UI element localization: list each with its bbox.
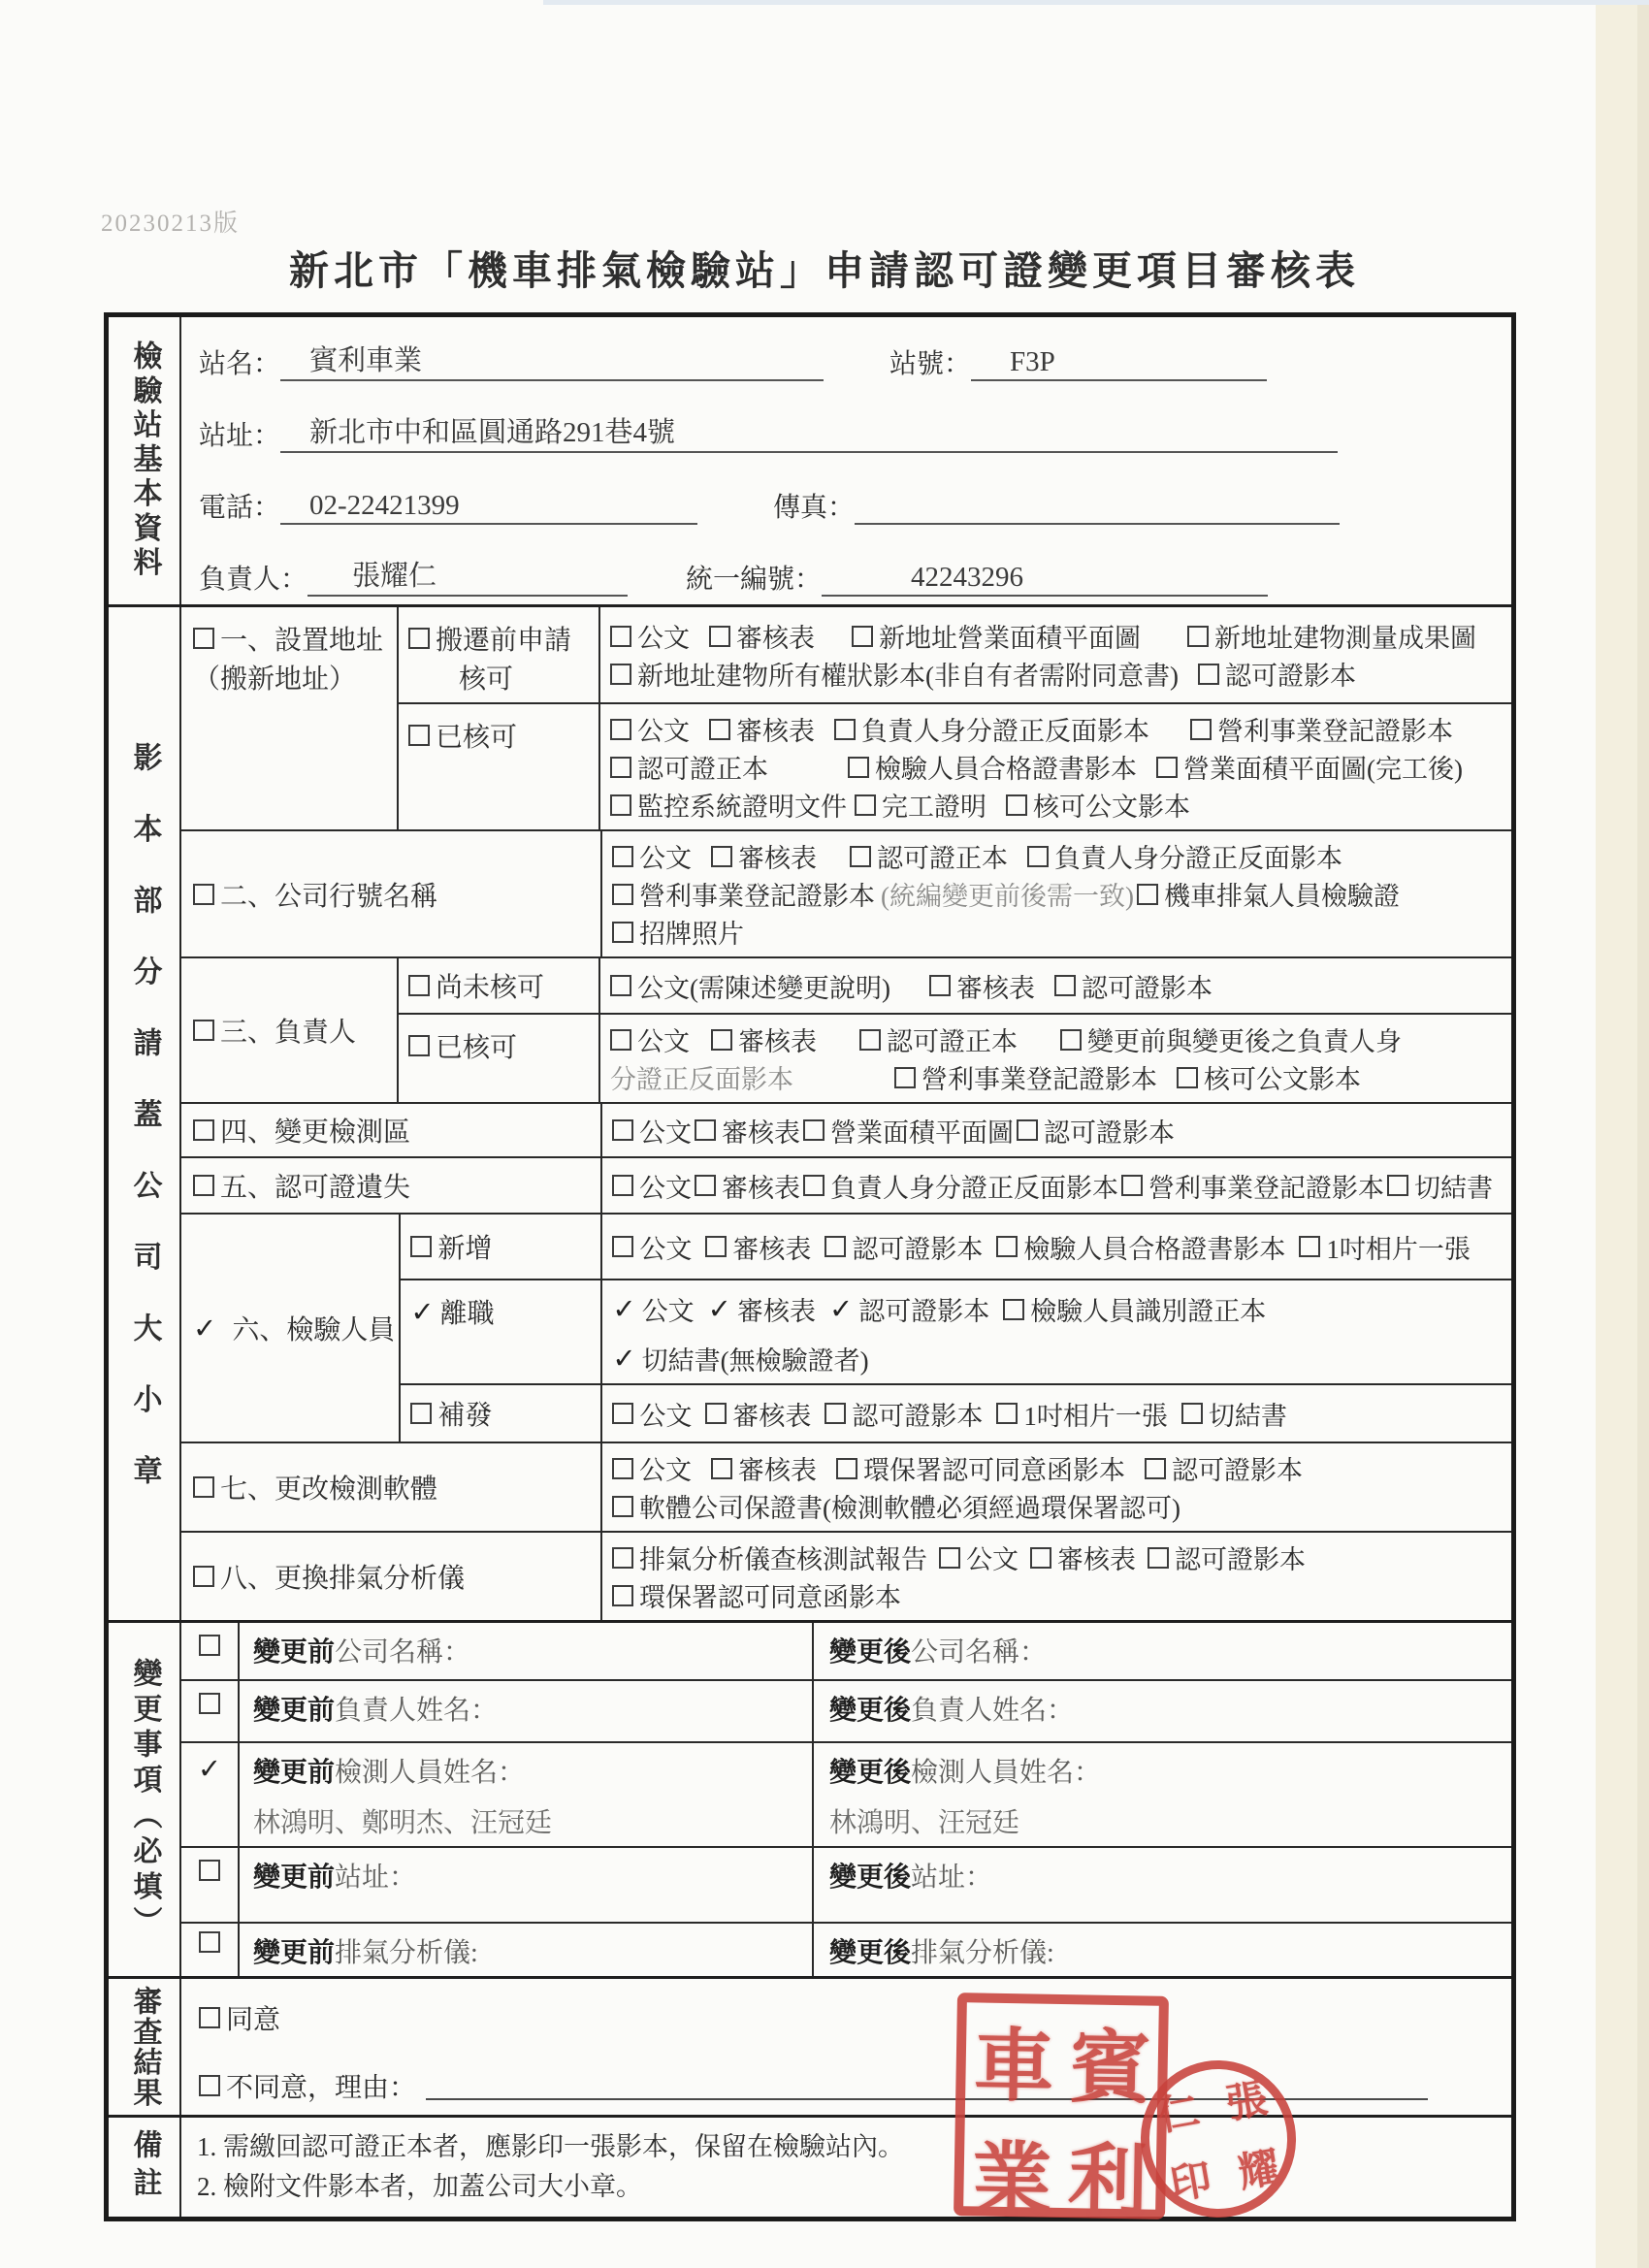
doc-checkbox[interactable]: 認可證影本	[1054, 967, 1212, 1005]
checkbox-icon	[711, 846, 732, 867]
checkbox-icon	[612, 1458, 633, 1479]
checkbox-icon	[199, 2007, 220, 2028]
doc-checkbox[interactable]: 軟體公司保證書(檢測軟體必須經過環保署認可)	[612, 1487, 1180, 1525]
doc-checkbox[interactable]: 新地址建物所有權狀影本(非自有者需附同意書)	[610, 655, 1179, 693]
section-basic-info	[109, 317, 1511, 604]
checkbox-icon	[695, 1175, 716, 1196]
checkbox-icon	[610, 664, 631, 685]
checkbox-icon	[1145, 1458, 1166, 1479]
section-review-result	[109, 1976, 1511, 2115]
checkbox-icon	[612, 1119, 633, 1141]
doc-checkbox[interactable]: 審核表	[705, 1228, 811, 1266]
item-row-4-test-area	[181, 1102, 1511, 1156]
checkbox-icon	[1027, 846, 1049, 867]
doc-checkbox[interactable]: 認可證正本	[850, 837, 1008, 875]
change-row-analyzer: 變更前排氣分析儀: 變更後排氣分析儀:	[181, 1922, 1511, 1976]
fax-label: 傳真：	[773, 493, 856, 523]
checkbox-icon	[1137, 884, 1158, 905]
item-1-checkbox[interactable]	[193, 619, 383, 658]
personal-seal-stamp: 仁 印 張 耀	[1128, 2048, 1309, 2229]
checkbox-icon	[193, 1566, 214, 1587]
checkbox-icon	[408, 628, 430, 649]
form-title: 新北市「機車排氣檢驗站」申請認可證變更項目審核表	[289, 248, 1360, 293]
doc-checkbox[interactable]: 1吋相片一張	[996, 1395, 1168, 1433]
subrow-not-yet-approved	[399, 958, 1511, 1013]
doc-checkbox[interactable]: 切結書	[1387, 1167, 1493, 1205]
checkbox-icon	[1177, 1067, 1198, 1088]
section-required-copies-label: 影本部分請蓋公司大小章	[109, 607, 181, 1620]
row-owner-taxid	[181, 533, 1511, 604]
doc-checkbox[interactable]: 公文	[939, 1539, 1018, 1576]
doc-checkbox[interactable]: 負責人身分證正反面影本	[803, 1167, 1118, 1205]
doc-checkbox[interactable]: 切結書	[1181, 1395, 1287, 1433]
item-4-title: 四、變更檢測區	[220, 1118, 411, 1148]
checkbox-icon	[848, 757, 869, 778]
checkbox-icon	[410, 1236, 432, 1257]
change-inspector-checkbox-checked[interactable]	[197, 1752, 222, 1785]
checkbox-icon	[612, 1585, 633, 1606]
approved-checkbox[interactable]: 已核可	[408, 716, 517, 755]
item-2-title: 二、公司行號名稱	[220, 881, 438, 912]
change-address-checkbox[interactable]	[199, 1860, 220, 1881]
doc-checkbox[interactable]: 新地址營業面積平面圖	[852, 617, 1141, 655]
item-7-checkbox[interactable]	[193, 1468, 437, 1507]
doc-checkbox[interactable]: 審核表	[711, 1021, 817, 1058]
doc-checkbox[interactable]: 公文	[612, 1112, 692, 1150]
item-5-title: 五、認可證遺失	[220, 1173, 411, 1203]
checkbox-icon	[1181, 1403, 1203, 1424]
section-change-items	[109, 1620, 1511, 1976]
checkbox-icon	[193, 884, 214, 905]
checkbox-icon	[1060, 1029, 1082, 1051]
tax-id-field[interactable]: 42243296	[822, 562, 1268, 597]
checkbox-icon	[610, 626, 631, 647]
check-mark-icon: ✓	[197, 1752, 222, 1785]
doc-checkbox[interactable]: 公文	[612, 1167, 692, 1205]
subrow-inspector-reissue	[401, 1383, 1511, 1442]
station-address-label: 站址：	[199, 421, 281, 451]
subrow-inspector-add	[401, 1215, 1511, 1279]
doc-checkbox[interactable]: 審核表	[711, 837, 817, 875]
doc-checkbox[interactable]: 完工證明	[855, 786, 986, 824]
change-row-station-address: 變更前站址： 變更後站址：	[181, 1846, 1511, 1922]
item-row-2-company-name	[181, 829, 1511, 956]
item-8-title: 八、更換排氣分析儀	[220, 1564, 466, 1594]
doc-checkbox[interactable]: 排氣分析儀查核測試報告	[612, 1539, 927, 1576]
checkbox-icon	[855, 794, 876, 816]
application-form-table	[104, 312, 1516, 2221]
doc-checkbox[interactable]: 負責人身分證正反面影本	[834, 710, 1149, 748]
doc-checkbox[interactable]: 審核表	[709, 710, 815, 748]
checkbox-icon	[824, 1236, 846, 1257]
item-row-1-setup-address	[181, 607, 1511, 829]
checkbox-icon	[199, 2075, 220, 2096]
doc-checkbox[interactable]: 審核表	[705, 1395, 811, 1433]
doc-checkbox[interactable]: 審核表	[929, 967, 1035, 1005]
item-row-8-analyzer	[181, 1531, 1511, 1620]
change-row-company-name: 變更前公司名稱： 變更後公司名稱：	[181, 1623, 1511, 1679]
checkbox-icon	[996, 1403, 1018, 1424]
doc-checkbox[interactable]: 認可證影本	[1198, 655, 1356, 693]
checkbox-icon	[612, 1236, 633, 1257]
checkbox-icon	[709, 719, 730, 740]
checkbox-icon	[612, 1547, 633, 1569]
doc-checkbox[interactable]: 營利事業登記證影本	[894, 1058, 1157, 1096]
checkbox-icon	[199, 1635, 220, 1656]
doc-checkbox[interactable]: 環保署認可同意函影本	[836, 1449, 1125, 1487]
doc-checkbox[interactable]: 審核表	[1030, 1539, 1136, 1576]
checkbox-icon	[709, 626, 730, 647]
company-seal-stamp: 車 業 賓 利	[954, 1993, 1169, 2219]
doc-label-note: (統編變更前後需一致)	[881, 882, 1134, 911]
section-required-copies	[109, 604, 1511, 1620]
checkbox-icon	[1006, 794, 1027, 816]
row-phone-fax	[181, 461, 1511, 533]
item-8-checkbox[interactable]	[193, 1557, 465, 1596]
checkbox-icon	[199, 1693, 220, 1714]
check-mark-icon: ✓	[612, 1292, 636, 1325]
doc-checkbox[interactable]: 營業面積平面圖(完工後)	[1156, 748, 1463, 786]
doc-checkbox[interactable]: 審核表	[695, 1167, 800, 1205]
doc-checkbox[interactable]: 公文	[612, 837, 692, 875]
review-disagree-row	[199, 2066, 1511, 2105]
scan-edge-artifact	[1637, 0, 1649, 2268]
doc-checkbox[interactable]: 認可證影本	[824, 1395, 983, 1433]
checkbox-icon	[859, 1029, 881, 1051]
doc-checkbox[interactable]: 認可證正本	[859, 1021, 1018, 1058]
change-row-owner-name: 變更前負責人姓名： 變更後負責人姓名：	[181, 1679, 1511, 1741]
subrow-owner-approved	[399, 1013, 1511, 1102]
checkbox-icon	[824, 1403, 846, 1424]
doc-checkbox[interactable]: 營業面積平面圖	[803, 1112, 1014, 1150]
checkbox-icon	[199, 1931, 220, 1953]
checkbox-icon	[1121, 1175, 1143, 1196]
checkbox-icon	[705, 1236, 727, 1257]
scan-edge-artifact	[543, 0, 1649, 5]
section-change-items-label: 變更事項（必填）	[109, 1623, 181, 1976]
checkbox-icon	[939, 1547, 960, 1569]
check-mark-icon: ✓	[410, 1294, 435, 1328]
item-2-checkbox[interactable]	[193, 875, 437, 914]
section-notes-label: 備註	[109, 2118, 181, 2217]
subrow-inspector-resign	[401, 1279, 1511, 1383]
doc-checkbox[interactable]: 營利事業登記證影本	[1190, 710, 1453, 748]
checkbox-icon	[1030, 1547, 1051, 1569]
station-name-field[interactable]: 賓利車業	[280, 339, 824, 381]
section-notes	[109, 2115, 1511, 2217]
inspector-resign-checkbox-checked[interactable]: ✓ 離職	[410, 1294, 495, 1329]
checkbox-icon	[1387, 1175, 1408, 1196]
checkbox-icon	[1017, 1119, 1038, 1141]
item-row-6-inspectors	[181, 1213, 1511, 1442]
checkbox-icon	[1187, 626, 1209, 647]
doc-checkbox[interactable]: 機車排氣人員檢驗證	[1137, 875, 1400, 913]
checkbox-icon	[1198, 664, 1219, 685]
tax-id-label: 統一編號：	[686, 565, 823, 595]
checkbox-icon	[1054, 975, 1076, 996]
doc-checkbox[interactable]: 認可證正本	[610, 748, 768, 786]
doc-checkbox[interactable]: 檢驗人員合格證書影本	[996, 1228, 1285, 1266]
checkbox-icon	[1156, 757, 1178, 778]
review-agree-row	[199, 1998, 1511, 2037]
item-row-5-lost-certificate	[181, 1156, 1511, 1213]
doc-checkbox[interactable]: 營利事業登記證影本 (統編變更前後需一致)	[612, 875, 1134, 913]
checkbox-icon	[711, 1458, 732, 1479]
checkbox-icon	[996, 1236, 1018, 1257]
checkbox-icon	[610, 1029, 631, 1051]
doc-checkbox[interactable]: 負責人身分證正反面影本	[1027, 837, 1342, 875]
checkbox-icon	[803, 1175, 824, 1196]
doc-checkbox[interactable]: 公文	[610, 710, 690, 748]
doc-checkbox-checked[interactable]: ✓ 公文	[612, 1292, 695, 1326]
checkbox-icon	[612, 1403, 633, 1424]
doc-checkbox[interactable]: 1吋相片一張	[1299, 1228, 1471, 1266]
doc-checkbox[interactable]: 認可證影本	[1017, 1112, 1175, 1150]
item-1-subtitle: （搬新地址）	[193, 664, 357, 695]
item-1-title: 一、設置地址	[220, 626, 384, 656]
row-station-name	[181, 317, 1511, 389]
item-4-checkbox[interactable]	[193, 1111, 410, 1150]
doc-checkbox[interactable]: 檢驗人員合格證書影本	[848, 748, 1137, 786]
doc-checkbox[interactable]: 招牌照片	[612, 913, 744, 951]
checkbox-icon	[193, 1476, 214, 1498]
doc-checkbox[interactable]: 環保署認可同意函影本	[612, 1576, 901, 1614]
doc-checkbox[interactable]: 營利事業登記證影本	[1121, 1167, 1384, 1205]
phone-label: 電話：	[199, 493, 281, 523]
checkbox-icon	[612, 846, 633, 867]
doc-checkbox[interactable]: 核可公文影本	[1177, 1058, 1361, 1096]
subrow-already-approved	[399, 702, 1511, 829]
check-mark-icon: ✓	[828, 1292, 854, 1325]
doc-checkbox[interactable]: 公文(需陳述變更說明)	[610, 967, 890, 1005]
checkbox-icon	[408, 1035, 430, 1056]
doc-checkbox[interactable]: 變更前與變更後之負責人身	[1060, 1021, 1402, 1058]
item-7-title: 七、更改檢測軟體	[220, 1474, 438, 1505]
checkbox-icon	[711, 1029, 732, 1051]
checkbox-icon	[695, 1119, 716, 1141]
doc-checkbox-checked[interactable]: ✓ 審核表	[707, 1292, 816, 1326]
checkbox-icon	[1299, 1236, 1320, 1257]
doc-checkbox[interactable]: 核可公文影本	[1006, 786, 1190, 824]
doc-checkbox[interactable]: 公文	[612, 1395, 692, 1433]
checkbox-icon	[408, 725, 430, 746]
checkbox-icon	[193, 1119, 214, 1141]
section-basic-info-label: 檢驗站基本資料	[109, 317, 181, 604]
doc-checkbox[interactable]: 公文	[612, 1449, 692, 1487]
item-6-checkbox-checked[interactable]	[193, 1309, 395, 1347]
section-review-result-label: 審查結果	[109, 1979, 181, 2115]
phone-field[interactable]: 02-22421399	[280, 490, 697, 525]
checkbox-icon	[1148, 1547, 1169, 1569]
station-name-label: 站名：	[199, 349, 281, 379]
station-code-field[interactable]: F3P	[971, 346, 1267, 381]
doc-checkbox[interactable]: 審核表	[709, 617, 815, 655]
item-5-checkbox[interactable]	[193, 1166, 410, 1205]
checkbox-icon	[199, 1860, 220, 1881]
checkbox-icon	[193, 628, 214, 649]
row-station-address	[181, 389, 1511, 461]
doc-checkbox[interactable]: 公文	[610, 1021, 690, 1058]
checkbox-icon	[803, 1119, 824, 1141]
checkbox-icon	[1190, 719, 1212, 740]
note-item: 2. 檢附文件影本者，加蓋公司大小章。	[197, 2172, 642, 2201]
checkbox-icon	[836, 1458, 857, 1479]
owner-label: 負責人：	[199, 565, 308, 595]
change-row-inspector-names: ✓ 變更前檢測人員姓名： 林鴻明、鄭明杰、汪冠廷 變更後檢測人員姓名： 林鴻明、汪冠廷	[181, 1741, 1511, 1846]
checkbox-icon	[1003, 1299, 1024, 1320]
change-analyzer-checkbox[interactable]	[199, 1931, 220, 1953]
item-3-checkbox[interactable]	[193, 1011, 356, 1050]
station-address-field[interactable]: 新北市中和區圓通路291巷4號	[280, 410, 1338, 453]
change-company-checkbox[interactable]	[199, 1635, 220, 1656]
checkbox-icon	[834, 719, 856, 740]
item-6-title: 六、檢驗人員	[232, 1315, 396, 1345]
item-row-7-software	[181, 1442, 1511, 1531]
owner-field[interactable]: 張耀仁	[307, 554, 628, 597]
station-code-label: 站號：	[889, 349, 972, 379]
doc-checkbox[interactable]: 審核表	[695, 1112, 800, 1150]
doc-checkbox[interactable]: 公文	[612, 1228, 692, 1266]
change-owner-checkbox[interactable]	[199, 1693, 220, 1714]
agree-checkbox[interactable]: 同意	[199, 1998, 280, 2037]
item-3-title: 三、負責人	[220, 1018, 357, 1048]
doc-checkbox[interactable]: 認可證影本	[1145, 1449, 1303, 1487]
scan-edge-artifact	[1596, 0, 1637, 2268]
doc-checkbox[interactable]: 公文	[610, 617, 690, 655]
pre-move-checkbox[interactable]: 搬遷前申請	[408, 619, 571, 658]
check-mark-icon: ✓	[193, 1311, 217, 1345]
checkbox-icon	[612, 1496, 633, 1517]
checkbox-icon	[850, 846, 871, 867]
form-version: 20230213版	[101, 211, 241, 237]
not-yet-approved-checkbox[interactable]: 尚未核可	[408, 966, 544, 1005]
checkbox-icon	[408, 975, 430, 996]
disagree-checkbox[interactable]: 不同意，理由：	[199, 2066, 416, 2105]
note-item: 1. 需繳回認可證正本者，應影印一張影本，保留在檢驗站內。	[197, 2132, 904, 2161]
change-before-value[interactable]: 林鴻明、鄭明杰、汪冠廷	[253, 1808, 553, 1838]
checkbox-icon	[612, 1175, 633, 1196]
owner-approved-checkbox[interactable]: 已核可	[408, 1026, 517, 1065]
fax-field[interactable]	[855, 492, 1340, 525]
checkbox-icon	[612, 884, 633, 905]
doc-checkbox[interactable]: 認可證影本	[824, 1228, 983, 1266]
checkbox-icon	[705, 1403, 727, 1424]
inspector-reissue-checkbox[interactable]: 補發	[410, 1394, 492, 1433]
checkbox-icon	[610, 794, 631, 816]
check-mark-icon: ✓	[707, 1292, 731, 1325]
doc-label-continuation: 分證正反面影本	[610, 1065, 793, 1094]
doc-checkbox[interactable]: 檢驗人員識別證正本	[1003, 1290, 1266, 1328]
checkbox-icon	[193, 1020, 214, 1041]
doc-checkbox-checked[interactable]: ✓ 切結書(無檢驗證者)	[612, 1342, 869, 1376]
doc-checkbox[interactable]: 新地址建物測量成果圖	[1187, 617, 1476, 655]
doc-checkbox[interactable]: 認可證影本	[1148, 1539, 1306, 1576]
checkbox-icon	[894, 1067, 916, 1088]
item-row-3-owner	[181, 956, 1511, 1102]
checkbox-icon	[610, 719, 631, 740]
checkbox-icon	[852, 626, 873, 647]
subrow-pre-move-approval: 搬遷前申請 核可 公文 審核表 新地址營業面積平面圖 新地址建物測量成果圖 新地址建物所有權狀影本(非自有者需附同意書) 認可證影本	[399, 607, 1511, 702]
checkbox-icon	[610, 757, 631, 778]
doc-checkbox[interactable]: 審核表	[711, 1449, 817, 1487]
check-mark-icon: ✓	[612, 1342, 636, 1375]
doc-checkbox[interactable]: 監控系統證明文件	[610, 786, 847, 824]
inspector-add-checkbox[interactable]: 新增	[410, 1227, 492, 1266]
checkbox-icon	[610, 975, 631, 996]
change-after-value[interactable]: 林鴻明、汪冠廷	[829, 1808, 1020, 1838]
checkbox-icon	[410, 1403, 432, 1424]
checkbox-icon	[929, 975, 951, 996]
checkbox-icon	[612, 922, 633, 943]
checkbox-icon	[193, 1175, 214, 1196]
doc-checkbox-checked[interactable]: ✓ 認可證影本	[828, 1292, 990, 1326]
